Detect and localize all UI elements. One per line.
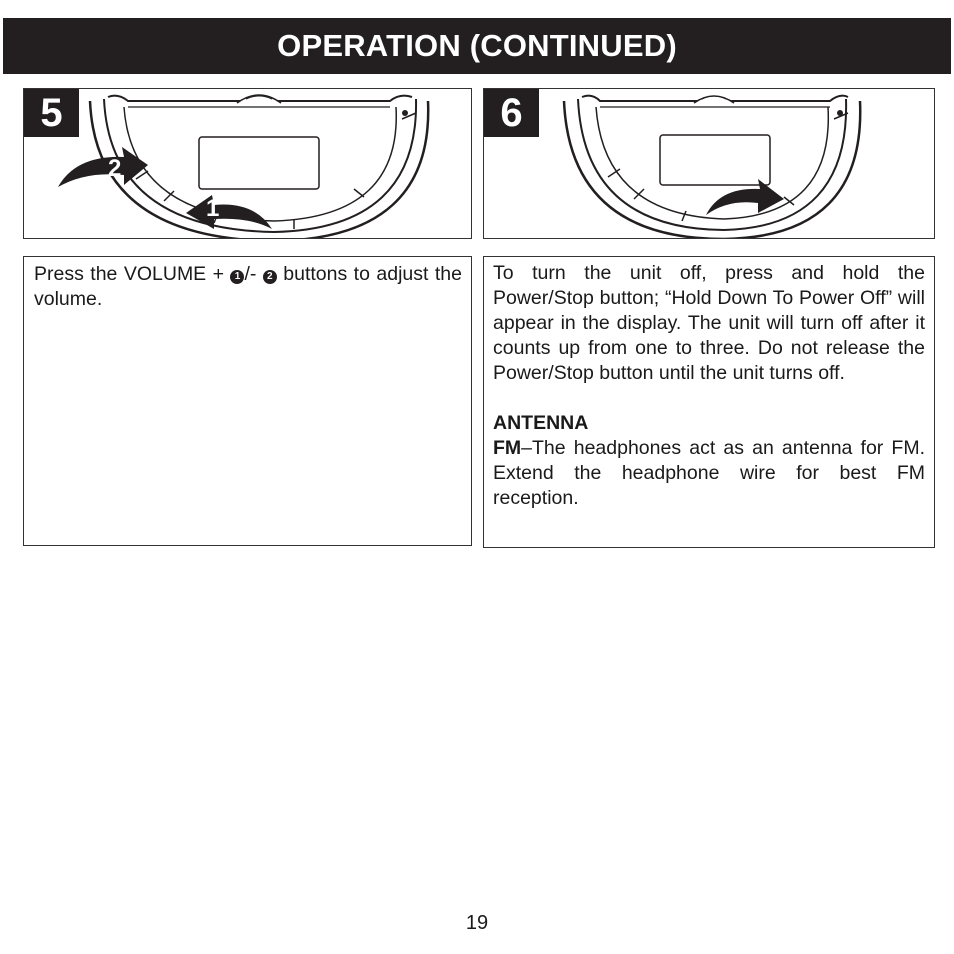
step-number-badge: 6 <box>484 89 539 137</box>
power-off-paragraph: To turn the unit off, press and hold the Power/Stop button; “Hold Down To Power Off” will appear in the display. The unit will turn off after it counts up from one to three. Do not release the Power/Stop button until the unit turns off. <box>493 262 925 384</box>
page-number: 19 <box>465 912 489 934</box>
page-title: OPERATION (CONTINUED) <box>277 28 677 63</box>
fm-paragraph <box>493 436 925 511</box>
instruction-box-power-off <box>483 256 935 548</box>
volume-instruction: Press the VOLUME + 1 /- 2 buttons to adjust the volume. <box>34 263 462 310</box>
device-illustration-5 <box>24 89 472 239</box>
volume-minus-number-icon: 2 <box>263 270 277 284</box>
antenna-heading: ANTENNA <box>493 412 589 434</box>
instruction-box-volume <box>23 256 472 546</box>
arrow-label-1: 1 <box>206 195 220 222</box>
page-header <box>3 18 951 74</box>
illustration-panel-5 <box>23 88 472 239</box>
arrow-label-2: 2 <box>108 155 122 182</box>
volume-plus-number-icon: 1 <box>230 270 244 284</box>
step-number-badge: 5 <box>24 89 79 137</box>
illustration-panel-6 <box>483 88 935 239</box>
fm-label: FM <box>493 437 522 459</box>
device-illustration-6 <box>484 89 935 239</box>
fm-text: –The headphones act as an antenna for FM. Extend the headphone wire for best FM reception. <box>493 437 925 509</box>
